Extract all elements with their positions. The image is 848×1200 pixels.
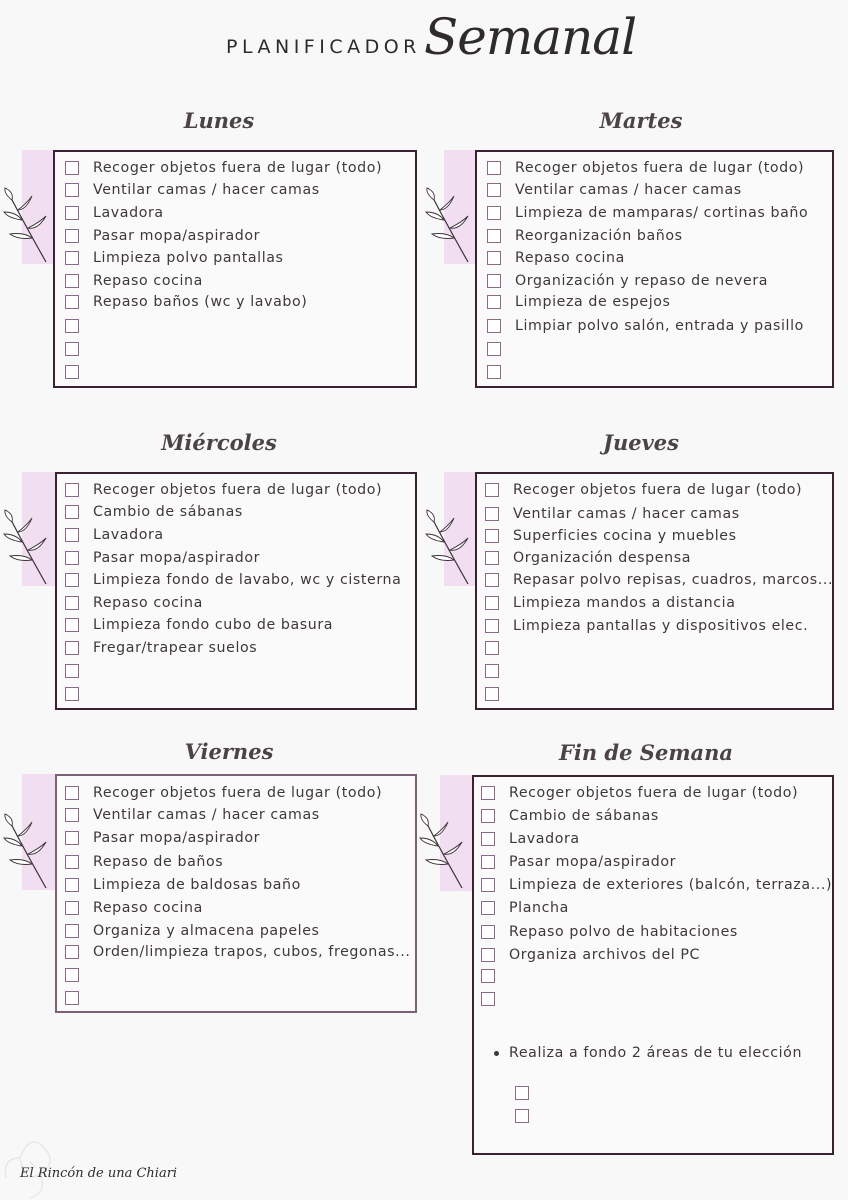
task-checkbox[interactable] (65, 687, 79, 701)
task-checkbox[interactable] (481, 786, 495, 800)
task-checkbox[interactable] (481, 925, 495, 939)
task-label: Limpieza fondo de lavabo, wc y cisterna (93, 572, 402, 588)
task-checkbox[interactable] (485, 507, 499, 521)
day-title-miercoles: Miércoles (161, 430, 277, 455)
task-label: Organiza y almacena papeles (93, 923, 320, 939)
card-fin-de-semana (472, 775, 834, 1155)
task-row[interactable] (485, 661, 513, 681)
task-row[interactable] (65, 898, 203, 918)
task-row[interactable] (485, 548, 691, 568)
task-checkbox[interactable] (485, 664, 499, 678)
task-row[interactable] (65, 615, 333, 635)
task-checkbox[interactable] (481, 969, 495, 983)
task-label: Repaso cocina (515, 250, 625, 266)
task-label: Recoger objetos fuera de lugar (todo) (93, 160, 383, 176)
task-row[interactable] (65, 783, 382, 803)
task-checkbox[interactable] (487, 342, 501, 356)
task-label: Fregar/trapear suelos (93, 640, 258, 656)
flower-watermark-icon (0, 1118, 70, 1200)
task-label: Limpieza de espejos (515, 294, 671, 310)
task-row[interactable] (65, 638, 257, 658)
task-checkbox[interactable] (487, 161, 501, 175)
task-label: Recoger objetos fuera de lugar (todo) (513, 482, 803, 498)
task-checkbox[interactable] (485, 573, 499, 587)
task-label: Repaso cocina (93, 595, 203, 611)
task-row[interactable] (65, 852, 223, 872)
task-checkbox[interactable] (487, 319, 501, 333)
task-label: Ventilar camas / hacer camas (93, 182, 320, 198)
task-row[interactable] (65, 965, 93, 985)
task-label: Pasar mopa/aspirador (93, 550, 261, 566)
task-checkbox[interactable] (65, 505, 79, 519)
task-row[interactable] (487, 362, 515, 382)
task-checkbox[interactable] (481, 878, 495, 892)
task-checkbox[interactable] (487, 251, 501, 265)
task-row[interactable] (65, 226, 260, 246)
task-checkbox[interactable] (65, 831, 79, 845)
task-row[interactable] (65, 548, 260, 568)
task-checkbox[interactable] (481, 855, 495, 869)
task-checkbox[interactable] (487, 206, 501, 220)
task-checkbox[interactable] (485, 687, 499, 701)
task-label: Lavadora (93, 527, 164, 543)
task-label: Recoger objetos fuera de lugar (todo) (93, 482, 383, 498)
task-checkbox[interactable] (65, 573, 79, 587)
leaf-sprig-icon (418, 812, 468, 890)
task-row[interactable] (481, 852, 676, 872)
task-row[interactable] (487, 248, 625, 268)
task-row[interactable] (65, 593, 203, 613)
task-row[interactable] (65, 525, 164, 545)
task-row[interactable] (65, 661, 93, 681)
task-row[interactable] (65, 271, 203, 291)
task-label: Repaso de baños (93, 854, 224, 870)
task-row[interactable] (485, 616, 808, 636)
task-label: Limpieza fondo cubo de basura (93, 617, 334, 633)
task-label: Organización y repaso de nevera (515, 273, 769, 289)
task-row[interactable] (487, 316, 804, 336)
task-checkbox[interactable] (515, 1086, 529, 1100)
task-row[interactable] (481, 922, 738, 942)
task-row[interactable] (65, 362, 93, 382)
task-checkbox[interactable] (65, 251, 79, 265)
task-row[interactable] (485, 504, 740, 524)
task-row[interactable] (481, 829, 580, 849)
task-checkbox[interactable] (485, 529, 499, 543)
day-title-martes: Martes (599, 108, 683, 133)
task-label: Limpieza polvo pantallas (93, 250, 284, 266)
task-row[interactable] (481, 783, 798, 803)
task-row[interactable] (65, 988, 93, 1008)
task-label: Recoger objetos fuera de lugar (todo) (509, 785, 799, 801)
task-row[interactable] (65, 292, 307, 312)
leaf-sprig-icon (424, 508, 474, 586)
task-checkbox[interactable] (481, 809, 495, 823)
title-script: Semanal (424, 8, 637, 66)
day-title-lunes: Lunes (183, 108, 255, 133)
task-row[interactable] (481, 945, 700, 965)
task-label: Limpieza de baldosas baño (93, 877, 301, 893)
page-header (0, 0, 848, 110)
task-row[interactable] (65, 805, 320, 825)
day-title-viernes: Viernes (184, 739, 274, 764)
task-checkbox[interactable] (65, 786, 79, 800)
task-row[interactable] (487, 339, 515, 359)
task-checkbox[interactable] (485, 483, 499, 497)
task-checkbox[interactable] (487, 274, 501, 288)
task-checkbox[interactable] (65, 878, 79, 892)
task-checkbox[interactable] (65, 274, 79, 288)
task-row[interactable] (485, 684, 513, 704)
task-row[interactable] (65, 921, 320, 941)
card-martes (475, 150, 834, 388)
task-label: Recoger objetos fuera de lugar (todo) (515, 160, 805, 176)
task-checkbox[interactable] (485, 596, 499, 610)
bullet-item (494, 1045, 802, 1061)
task-row[interactable] (487, 203, 808, 223)
task-checkbox[interactable] (65, 901, 79, 915)
task-checkbox[interactable] (65, 295, 79, 309)
task-row[interactable] (487, 226, 683, 246)
task-checkbox[interactable] (65, 596, 79, 610)
task-row[interactable] (65, 339, 93, 359)
task-checkbox[interactable] (65, 183, 79, 197)
task-label: Lavadora (509, 831, 580, 847)
task-checkbox[interactable] (481, 832, 495, 846)
task-label: Superficies cocina y muebles (513, 528, 737, 544)
task-checkbox[interactable] (481, 901, 495, 915)
task-checkbox[interactable] (65, 229, 79, 243)
task-row[interactable] (65, 180, 320, 200)
task-checkbox[interactable] (487, 183, 501, 197)
task-label: Ventilar camas / hacer camas (515, 182, 742, 198)
task-checkbox[interactable] (65, 483, 79, 497)
task-row[interactable] (65, 158, 382, 178)
task-label: Limpieza mandos a distancia (513, 595, 736, 611)
task-row[interactable] (65, 316, 93, 336)
task-checkbox[interactable] (65, 664, 79, 678)
task-label: Ventilar camas / hacer camas (513, 506, 740, 522)
task-label: Repaso cocina (93, 273, 203, 289)
task-checkbox[interactable] (65, 968, 79, 982)
task-row[interactable] (485, 570, 833, 590)
task-label: Cambio de sábanas (509, 808, 659, 824)
task-row[interactable] (65, 684, 93, 704)
task-label: Limpiar polvo salón, entrada y pasillo (515, 318, 804, 334)
task-row[interactable] (65, 480, 382, 500)
card-miercoles (55, 472, 417, 710)
task-row[interactable] (485, 526, 737, 546)
task-row[interactable] (65, 502, 243, 522)
task-checkbox[interactable] (487, 365, 501, 379)
task-checkbox[interactable] (65, 945, 79, 959)
task-checkbox[interactable] (65, 528, 79, 542)
task-checkbox[interactable] (65, 161, 79, 175)
task-label: Cambio de sábanas (93, 504, 243, 520)
task-label: Plancha (509, 900, 569, 916)
task-row[interactable] (481, 806, 659, 826)
task-checkbox[interactable] (65, 924, 79, 938)
task-label: Ventilar camas / hacer camas (93, 807, 320, 823)
task-checkbox[interactable] (65, 365, 79, 379)
task-label: Pasar mopa/aspirador (93, 830, 261, 846)
day-title-fin-de-semana: Fin de Semana (558, 740, 734, 765)
task-label: Limpieza de exteriores (balcón, terraza...) (509, 877, 833, 893)
task-row[interactable] (487, 292, 671, 312)
task-checkbox[interactable] (485, 619, 499, 633)
task-checkbox[interactable] (481, 992, 495, 1006)
task-row[interactable] (65, 828, 260, 848)
task-row[interactable] (485, 593, 736, 613)
task-row[interactable] (485, 638, 513, 658)
task-checkbox[interactable] (65, 808, 79, 822)
bullet-label: Realiza a fondo 2 áreas de tu elección (509, 1045, 803, 1061)
task-row[interactable] (481, 989, 509, 1009)
task-label: Pasar mopa/aspirador (509, 854, 677, 870)
task-row[interactable] (65, 875, 301, 895)
task-label: Organiza archivos del PC (509, 947, 701, 963)
task-label: Pasar mopa/aspirador (93, 228, 261, 244)
task-label: Lavadora (93, 205, 164, 221)
task-row[interactable] (481, 875, 832, 895)
bullet-dot-icon (494, 1051, 499, 1056)
task-label: Recoger objetos fuera de lugar (todo) (93, 785, 383, 801)
task-checkbox[interactable] (481, 948, 495, 962)
task-checkbox[interactable] (65, 206, 79, 220)
task-row[interactable] (65, 942, 411, 962)
task-label: Orden/limpieza trapos, cubos, fregonas... (93, 944, 411, 960)
task-checkbox[interactable] (65, 319, 79, 333)
task-label: Organización despensa (513, 550, 691, 566)
leaf-sprig-icon (2, 812, 52, 890)
task-row[interactable] (481, 898, 569, 918)
task-row[interactable] (481, 966, 509, 986)
task-label: Repaso cocina (93, 900, 203, 916)
task-label: Limpieza de mamparas/ cortinas baño (515, 205, 809, 221)
title-caps: PLANIFICADOR (226, 36, 421, 58)
task-checkbox[interactable] (65, 618, 79, 632)
task-row[interactable] (485, 480, 802, 500)
task-row[interactable] (487, 158, 804, 178)
leaf-sprig-icon (2, 186, 52, 264)
task-row[interactable] (487, 180, 742, 200)
task-checkbox[interactable] (515, 1109, 529, 1123)
card-lunes (53, 150, 417, 388)
task-checkbox[interactable] (65, 855, 79, 869)
leaf-sprig-icon (2, 508, 52, 586)
task-label: Repasar polvo repisas, cuadros, marcos... (513, 572, 834, 588)
task-label: Reorganización baños (515, 228, 683, 244)
leaf-sprig-icon (424, 186, 474, 264)
card-viernes (55, 774, 417, 1013)
task-checkbox[interactable] (487, 295, 501, 309)
brand-signature: El Rincón de una Chiari (20, 1166, 178, 1181)
task-label: Limpieza pantallas y dispositivos elec. (513, 618, 809, 634)
task-checkbox[interactable] (65, 991, 79, 1005)
task-checkbox[interactable] (487, 229, 501, 243)
task-label: Repaso polvo de habitaciones (509, 924, 738, 940)
task-checkbox[interactable] (485, 551, 499, 565)
task-checkbox[interactable] (65, 641, 79, 655)
task-checkbox[interactable] (485, 641, 499, 655)
task-checkbox[interactable] (65, 342, 79, 356)
task-label: Repaso baños (wc y lavabo) (93, 294, 308, 310)
task-row[interactable] (65, 248, 284, 268)
task-checkbox[interactable] (65, 551, 79, 565)
task-row[interactable] (65, 570, 401, 590)
card-jueves (475, 472, 834, 710)
task-row[interactable] (487, 271, 768, 291)
task-row[interactable] (65, 203, 164, 223)
day-title-jueves: Jueves (603, 430, 679, 455)
